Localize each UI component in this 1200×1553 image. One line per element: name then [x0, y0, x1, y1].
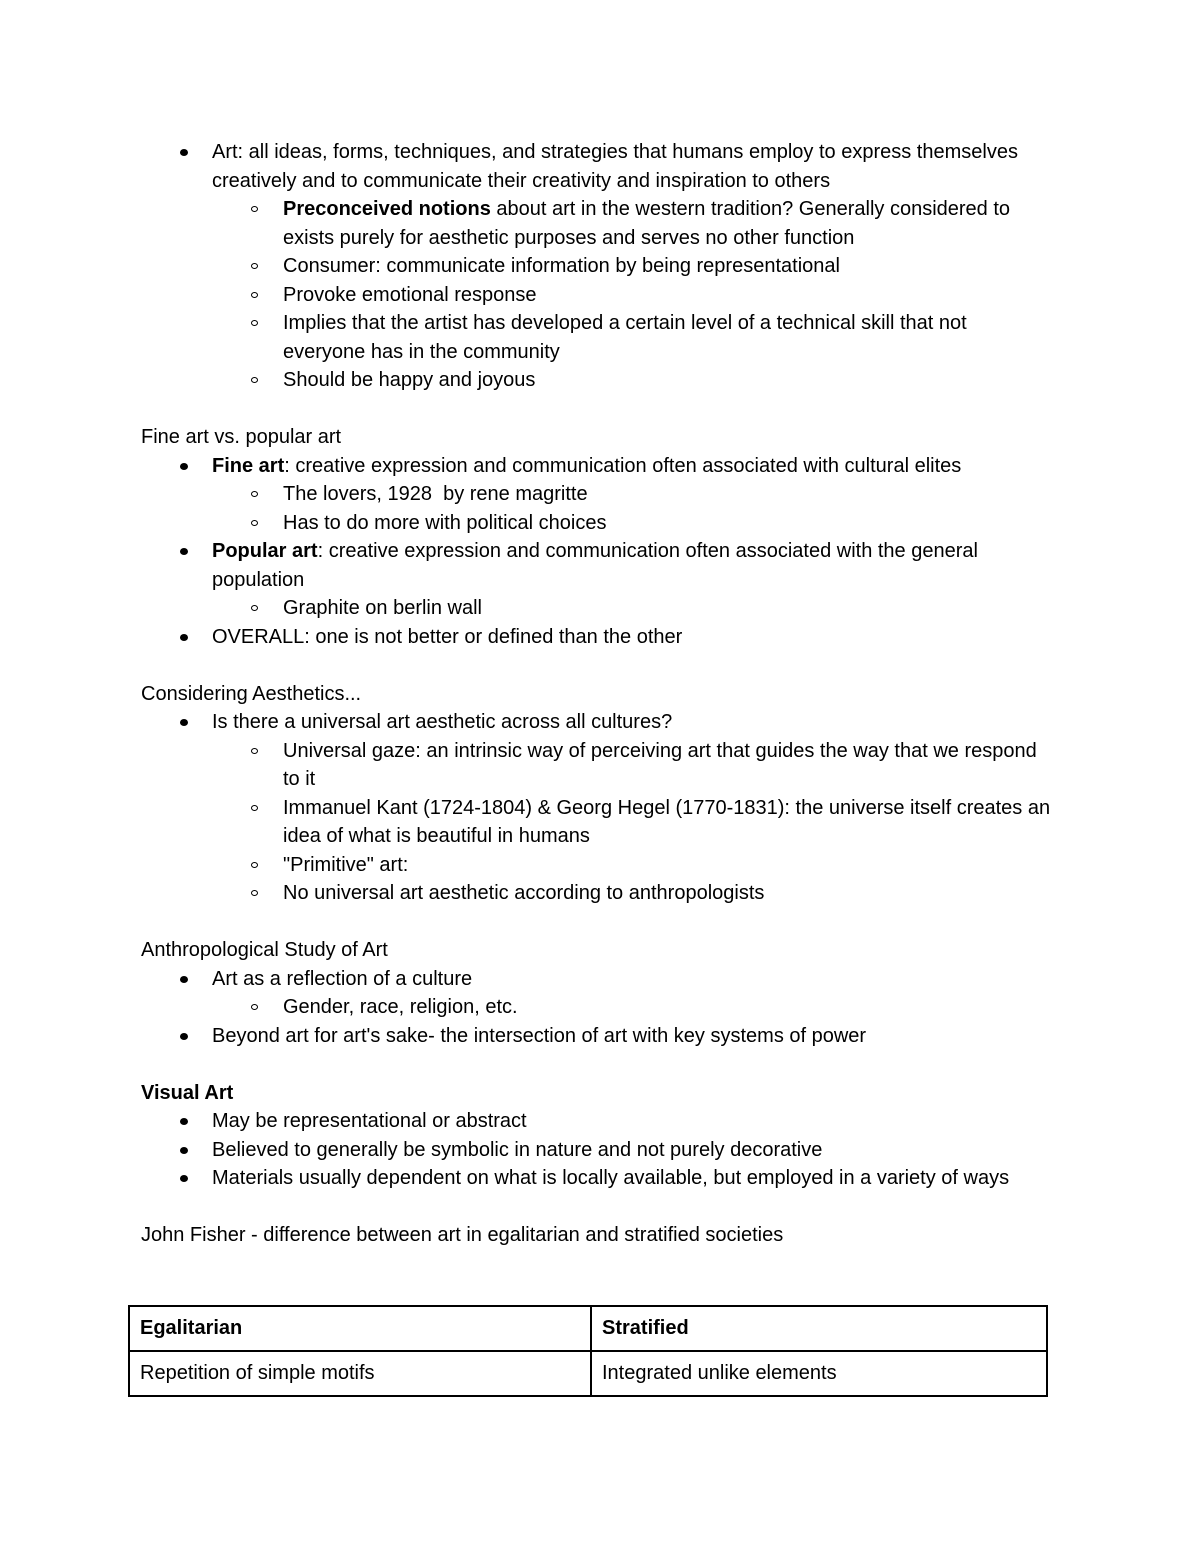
sub-list-item-text: Immanuel Kant (1724-1804) & Georg Hegel (1770-1831): the universe itself creates an idea of what is beautiful in humans — [283, 796, 1051, 847]
sub-list-item — [212, 993, 1051, 1022]
disc-bullet-icon — [180, 1033, 188, 1040]
list-item — [141, 1136, 1051, 1165]
circle-bullet-icon — [251, 1004, 258, 1010]
disc-bullet-icon — [180, 719, 188, 726]
sub-list — [212, 594, 1051, 623]
fine-popular-list — [141, 452, 1051, 652]
table-row — [129, 1351, 1047, 1396]
sub-list-item — [212, 794, 1051, 851]
disc-bullet-icon — [180, 548, 188, 555]
sub-list-item — [212, 509, 1051, 538]
circle-bullet-icon — [251, 491, 258, 497]
sub-list-item-text: The lovers, 1928 by rene magritte — [283, 483, 588, 505]
circle-bullet-icon — [251, 377, 258, 383]
disc-bullet-icon — [180, 463, 188, 470]
section-heading-john-fisher: John Fisher - difference between art in egalitarian and stratified societies — [141, 1224, 784, 1246]
bold-term: Fine art — [212, 454, 285, 477]
sub-list-item — [212, 281, 1051, 310]
list-item-text: Is there a universal art aesthetic across all cultures? — [212, 711, 673, 733]
table-cell: Repetition of simple motifs — [129, 1351, 591, 1396]
section-heading-visual-art: Visual Art — [141, 1081, 234, 1104]
list-item-text: May be representational or abstract — [212, 1110, 527, 1132]
circle-bullet-icon — [251, 605, 258, 611]
list-item — [141, 1164, 1051, 1193]
table-cell: Integrated unlike elements — [591, 1351, 1047, 1396]
anthropological-list — [141, 965, 1051, 1051]
list-item — [141, 138, 1051, 395]
sub-list-item — [212, 879, 1051, 908]
sub-list-item — [212, 737, 1051, 794]
list-item — [141, 708, 1051, 908]
list-item-text: OVERALL: one is not better or defined than the other — [212, 625, 683, 648]
circle-bullet-icon — [251, 520, 258, 526]
bold-term: Preconceived notions — [283, 198, 491, 220]
table-header-row — [129, 1306, 1047, 1351]
disc-bullet-icon — [180, 149, 188, 156]
list-item — [141, 537, 1051, 623]
circle-bullet-icon — [251, 890, 258, 896]
sub-list-item — [212, 195, 1051, 252]
sub-list-item — [212, 480, 1051, 509]
section-heading-aesthetics: Considering Aesthetics... — [141, 682, 362, 705]
sub-list-item — [212, 851, 1051, 880]
list-item-text: Beyond art for art's sake- the intersection of art with key systems of power — [212, 1024, 867, 1047]
sub-list-item-text: Has to do more with political choices — [283, 511, 607, 534]
section-heading-fine-vs-popular: Fine art vs. popular art — [141, 426, 342, 448]
circle-bullet-icon — [251, 263, 258, 269]
bold-term: Popular art — [212, 540, 318, 562]
circle-bullet-icon — [251, 206, 258, 212]
visual-art-list — [141, 1107, 1051, 1193]
sub-list-item-text: about art in the western tradition? Generally considered to exists purely for aesthetic purposes and serves no other function — [283, 198, 1011, 249]
sub-list-item — [212, 252, 1051, 281]
sub-list-item — [212, 366, 1051, 395]
list-item — [141, 1107, 1051, 1136]
section-heading-anthropological-study: Anthropological Study of Art — [141, 939, 388, 961]
art-definition-list — [141, 138, 1051, 395]
sub-list-item-text: Universal gaze: an intrinsic way of perceiving art that guides the way that we respond to it — [283, 739, 1037, 790]
circle-bullet-icon — [251, 862, 258, 868]
list-item-text: Believed to generally be symbolic in nature and not purely decorative — [212, 1138, 823, 1161]
list-item — [141, 623, 1051, 652]
circle-bullet-icon — [251, 292, 258, 298]
document-body — [141, 138, 1051, 1250]
disc-bullet-icon — [180, 634, 188, 641]
disc-bullet-icon — [180, 1118, 188, 1125]
sub-list-item-text: Gender, race, religion, etc. — [283, 996, 518, 1018]
table-header-stratified: Stratified — [591, 1306, 1047, 1351]
circle-bullet-icon — [251, 805, 258, 811]
disc-bullet-icon — [180, 976, 188, 983]
sub-list-item-text: No universal art aesthetic according to anthropologists — [283, 882, 765, 904]
circle-bullet-icon — [251, 748, 258, 754]
disc-bullet-icon — [180, 1175, 188, 1182]
list-item — [141, 1022, 1051, 1051]
sub-list-item-text: "Primitive" art: — [283, 853, 409, 876]
list-item-text: Materials usually dependent on what is locally available, but employed in a variety of ways — [212, 1167, 1010, 1189]
list-item — [141, 965, 1051, 1022]
sub-list — [212, 737, 1051, 908]
comparison-table — [128, 1305, 1048, 1397]
sub-list-item-text: Consumer: communicate information by being representational — [283, 255, 840, 277]
sub-list-item-text: Should be happy and joyous — [283, 369, 536, 391]
circle-bullet-icon — [251, 320, 258, 326]
sub-list-item-text: Implies that the artist has developed a certain level of a technical skill that not everyone has in the community — [283, 312, 967, 363]
list-item-text: Art: all ideas, forms, techniques, and strategies that humans employ to express themselves creatively and to communicate their creativity and inspiration to others — [212, 141, 1018, 192]
list-item-text: Art as a reflection of a culture — [212, 967, 473, 990]
aesthetics-list — [141, 708, 1051, 908]
sub-list-item-text: Graphite on berlin wall — [283, 597, 482, 619]
sub-list — [212, 993, 1051, 1022]
table-header-egalitarian: Egalitarian — [129, 1306, 591, 1351]
sub-list-item-text: Provoke emotional response — [283, 283, 537, 306]
sub-list — [212, 480, 1051, 537]
list-item — [141, 452, 1051, 538]
list-item-text: : creative expression and communication often associated with cultural elites — [284, 454, 962, 477]
sub-list-item — [212, 309, 1051, 366]
sub-list — [212, 195, 1051, 395]
disc-bullet-icon — [180, 1147, 188, 1154]
sub-list-item — [212, 594, 1051, 623]
list-item-text: : creative expression and communication often associated with the general population — [212, 540, 978, 591]
